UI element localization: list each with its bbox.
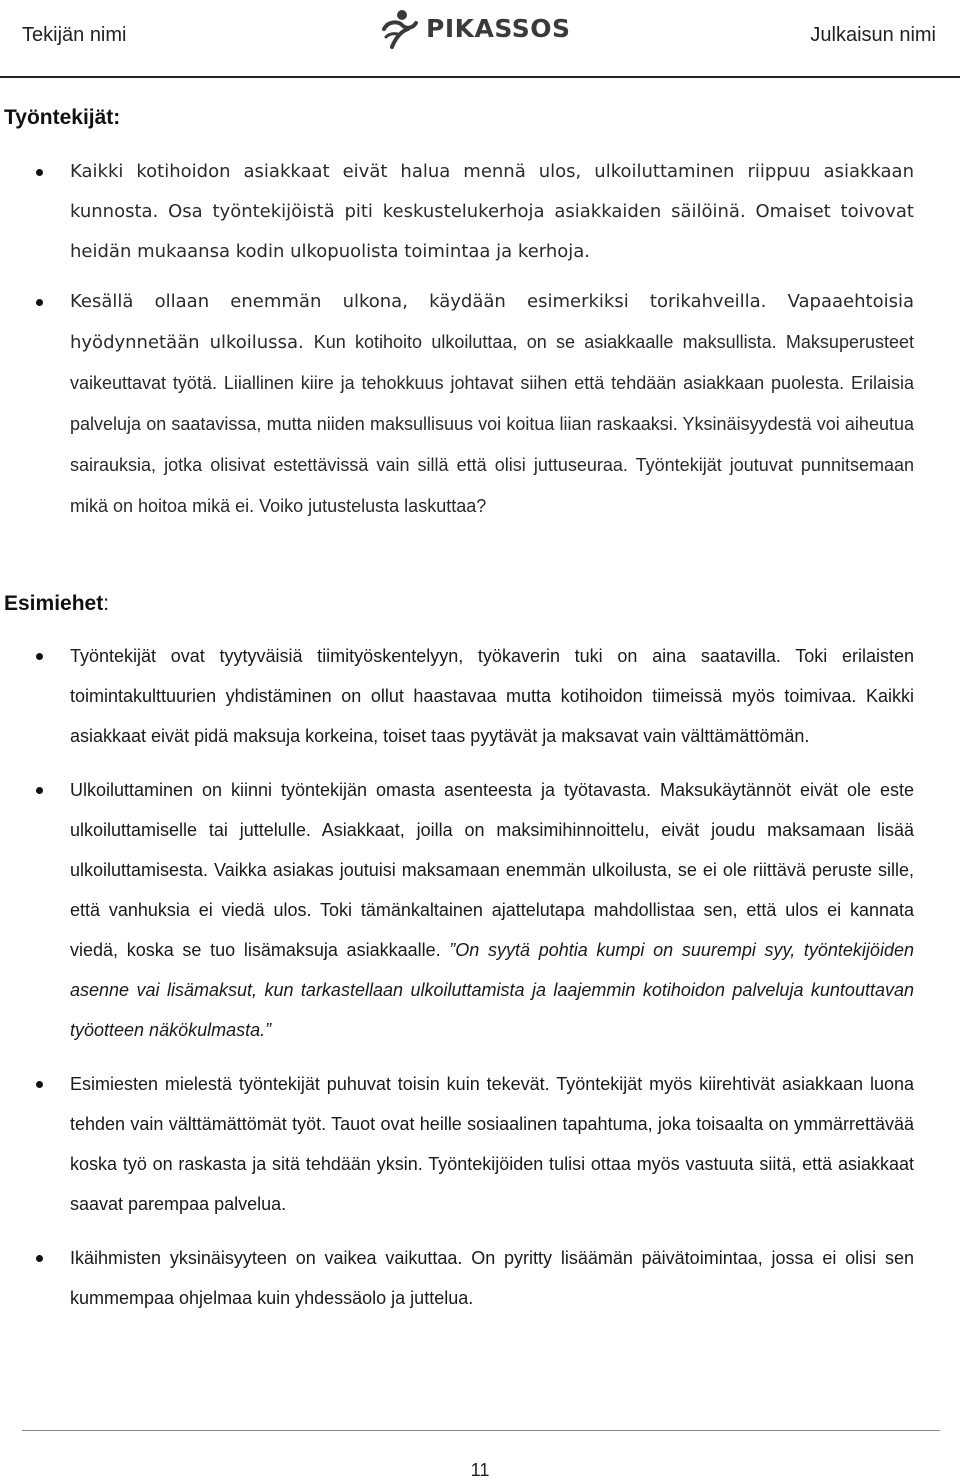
list-item: Esimiesten mielestä työntekijät puhuvat toisin kuin tekevät. Työntekijät myös kiirehtivät asiakkaan luona tehden vain välttämättömät työt. Tauot ovat heille sosiaalinen tapahtuma, joka toisaalta on ymmärrettävää koska työ on raskasta ja sitä tehdään yksin. Työntekijöiden tulisi ottaa myös vastuuta siitä, että asiakkaat saavat parempaa palvelua.	[0, 1064, 960, 1224]
list-item: Kesällä ollaan enemmän ulkona, käydään esimerkiksi torikahveilla. Vapaaehtoisia hyödynnetään ulkoilussa. Kun kotihoito ulkoiluttaa, on se asiakkaalle maksullista. Maksuperusteet vaikeuttavat työtä. Liiallinen kiire ja tehokkuus johtavat siihen että tehdään asiakkaan puolesta. Erilaisia palveluja on saatavissa, mutta niiden maksullisuus voi koitua liian raskaaksi. Yksinäisyydestä voi aiheutua sairauksia, jotka olisivat estettävissä vain sillä että olisi juttuseuraa. Työntekijät joutuvat punnitsemaan mikä on hoitoa mikä ei. Voiko jutustelusta laskuttaa?	[0, 282, 960, 527]
page-number: 11	[470, 1460, 490, 1480]
bullet-icon	[36, 787, 43, 794]
bullet-icon	[36, 1255, 43, 1262]
list-item: Työntekijät ovat tyytyväisiä tiimityöskentelyyn, työkaverin tuki on aina saatavilla. Toki erilaisten toimintakulttuurien yhdistäminen on ollut haastavaa mutta kotihoidon tiimeissä myös toimivaa. Kaikki asiakkaat eivät pidä maksuja korkeina, toiset taas pyytävät ja maksavat vain välttämättömän.	[0, 636, 960, 756]
author-name: Tekijän nimi	[22, 24, 127, 46]
quote-text: ”On syytä pohtia kumpi on suurempi syy, työntekijöiden asenne vai lisämaksut, kun tarkastellaan ulkoiluttamista ja laajemmin kotihoidon palveluja kuntouttavan työotteen näkökulmasta.”	[70, 940, 914, 1040]
bullet-icon	[36, 169, 43, 176]
pikassos-logo-icon	[378, 7, 420, 49]
section-title-tyontekijat: Työntekijät:	[4, 106, 121, 129]
section-title-esimiehet: Esimiehet:	[4, 592, 110, 615]
bullet-icon	[36, 1081, 43, 1088]
list-item: Ulkoiluttaminen on kiinni työntekijän omasta asenteesta ja työtavasta. Maksukäytännöt eivät ole este ulkoiluttamiselle tai juttelulle. Asiakkaat, joilla on maksimihinnoittelu, eivät joudu maksamaan lisää ulkoiluttamisesta. Vaikka asiakas joutuisi maksamaan enemmän ulkoilusta, se ei ole riittävä peruste sille, että vanhuksia ei viedä ulos. Toki tämänkaltainen ajattelutapa mahdollistaa sen, että ulos ei kannata viedä, koska se tuo lisämaksuja asiakkaalle. ”On syytä pohtia kumpi on suurempi syy, työntekijöiden asenne vai lisämaksut, kun tarkastellaan ulkoiluttamista ja laajemmin kotihoidon palveluja kuntouttavan työotteen näkökulmasta.”	[0, 770, 960, 1050]
page-header	[0, 0, 960, 70]
list-item: Ikäihmisten yksinäisyyteen on vaikea vaikuttaa. On pyritty lisäämän päivätoimintaa, jossa ei olisi sen kummempaa ohjelmaa kuin yhdessäolo ja juttelua.	[0, 1238, 960, 1318]
tyontekijat-list	[0, 152, 960, 527]
bullet-icon	[36, 653, 43, 660]
esimiehet-list	[0, 636, 960, 1318]
pikassos-logo	[378, 6, 571, 50]
footer-divider	[22, 1430, 940, 1431]
bullet-icon	[36, 299, 43, 306]
logo-text: PIKASSOS	[426, 13, 571, 43]
list-item: Kaikki kotihoidon asiakkaat eivät halua mennä ulos, ulkoiluttaminen riippuu asiakkaan kunnosta. Osa työntekijöistä piti keskustelukerhoja asiakkaiden säilöinä. Omaiset toivovat heidän mukaansa kodin ulkopuolista toimintaa ja kerhoja.	[0, 152, 960, 272]
publication-name: Julkaisun nimi	[810, 24, 936, 46]
header-divider	[0, 76, 960, 78]
